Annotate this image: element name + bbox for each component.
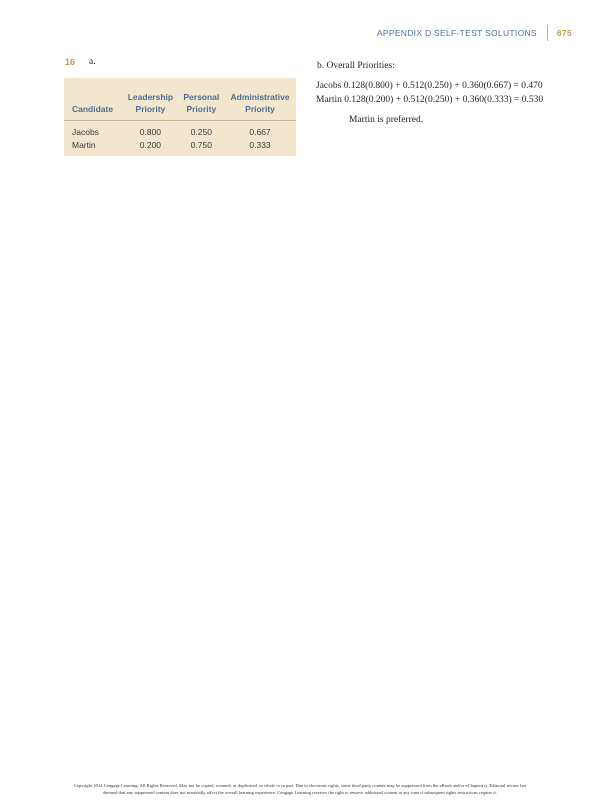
problem-number: 16: [65, 57, 76, 67]
copyright-line: deemed that any suppressed content does not materially affect the overall learning experience. Cengage Learning reserves the right to remove additional content at any time if subsequent rights restrictions require it.: [103, 790, 497, 795]
header-divider: [547, 25, 548, 41]
priority-table: [64, 78, 296, 150]
header-line: Priority: [135, 104, 166, 114]
column-header-administrative: [224, 78, 296, 121]
header-line: Priority: [186, 104, 217, 114]
table-cell: Jacobs: [72, 127, 99, 137]
copyright-line: Copyright 2014 Cengage Learning. All Rights Reserved. May not be copied, scanned, or duplicated, in whole or in part. Due to electronic rights, some third party content may be suppressed from the eBook and/or eChapter(s). Editorial review has: [73, 783, 527, 788]
priority-table-panel: [64, 78, 296, 156]
column-header-leadership: [122, 78, 178, 121]
section-title: APPENDIX D SELF-TEST SOLUTIONS: [376, 28, 537, 38]
header-line: Personal: [183, 92, 220, 102]
table-cell: 0.750: [190, 140, 212, 150]
part-b-label: b. Overall Priorities:: [317, 61, 395, 71]
conclusion-text: Martin is preferred.: [349, 115, 424, 125]
table-row: [64, 121, 296, 138]
equation-jacobs: Jacobs 0.128(0.800) + 0.512(0.250) + 0.360(0.667) = 0.470: [316, 81, 543, 91]
table-cell: 0.667: [249, 127, 271, 137]
table-cell: 0.250: [190, 127, 212, 137]
table-row: [64, 137, 296, 150]
header-line: Priority: [245, 104, 275, 114]
part-a-label: a.: [89, 57, 96, 67]
header-line: Leadership: [127, 92, 174, 102]
table-header-row: [64, 78, 296, 121]
column-header-candidate: [64, 78, 122, 121]
header-line: Candidate: [72, 104, 114, 114]
copyright-notice: [28, 782, 572, 796]
table-cell: Martin: [72, 140, 96, 150]
running-head: [377, 25, 572, 41]
table-cell: 0.200: [139, 140, 162, 150]
table-cell: 0.333: [249, 140, 271, 150]
equation-martin: Martin 0.128(0.200) + 0.512(0.250) + 0.360(0.333) = 0.530: [316, 95, 544, 105]
page-number: 675: [556, 28, 572, 38]
column-header-personal: [179, 78, 225, 121]
table-cell: 0.800: [139, 127, 162, 137]
header-line: Administrative: [230, 92, 290, 102]
